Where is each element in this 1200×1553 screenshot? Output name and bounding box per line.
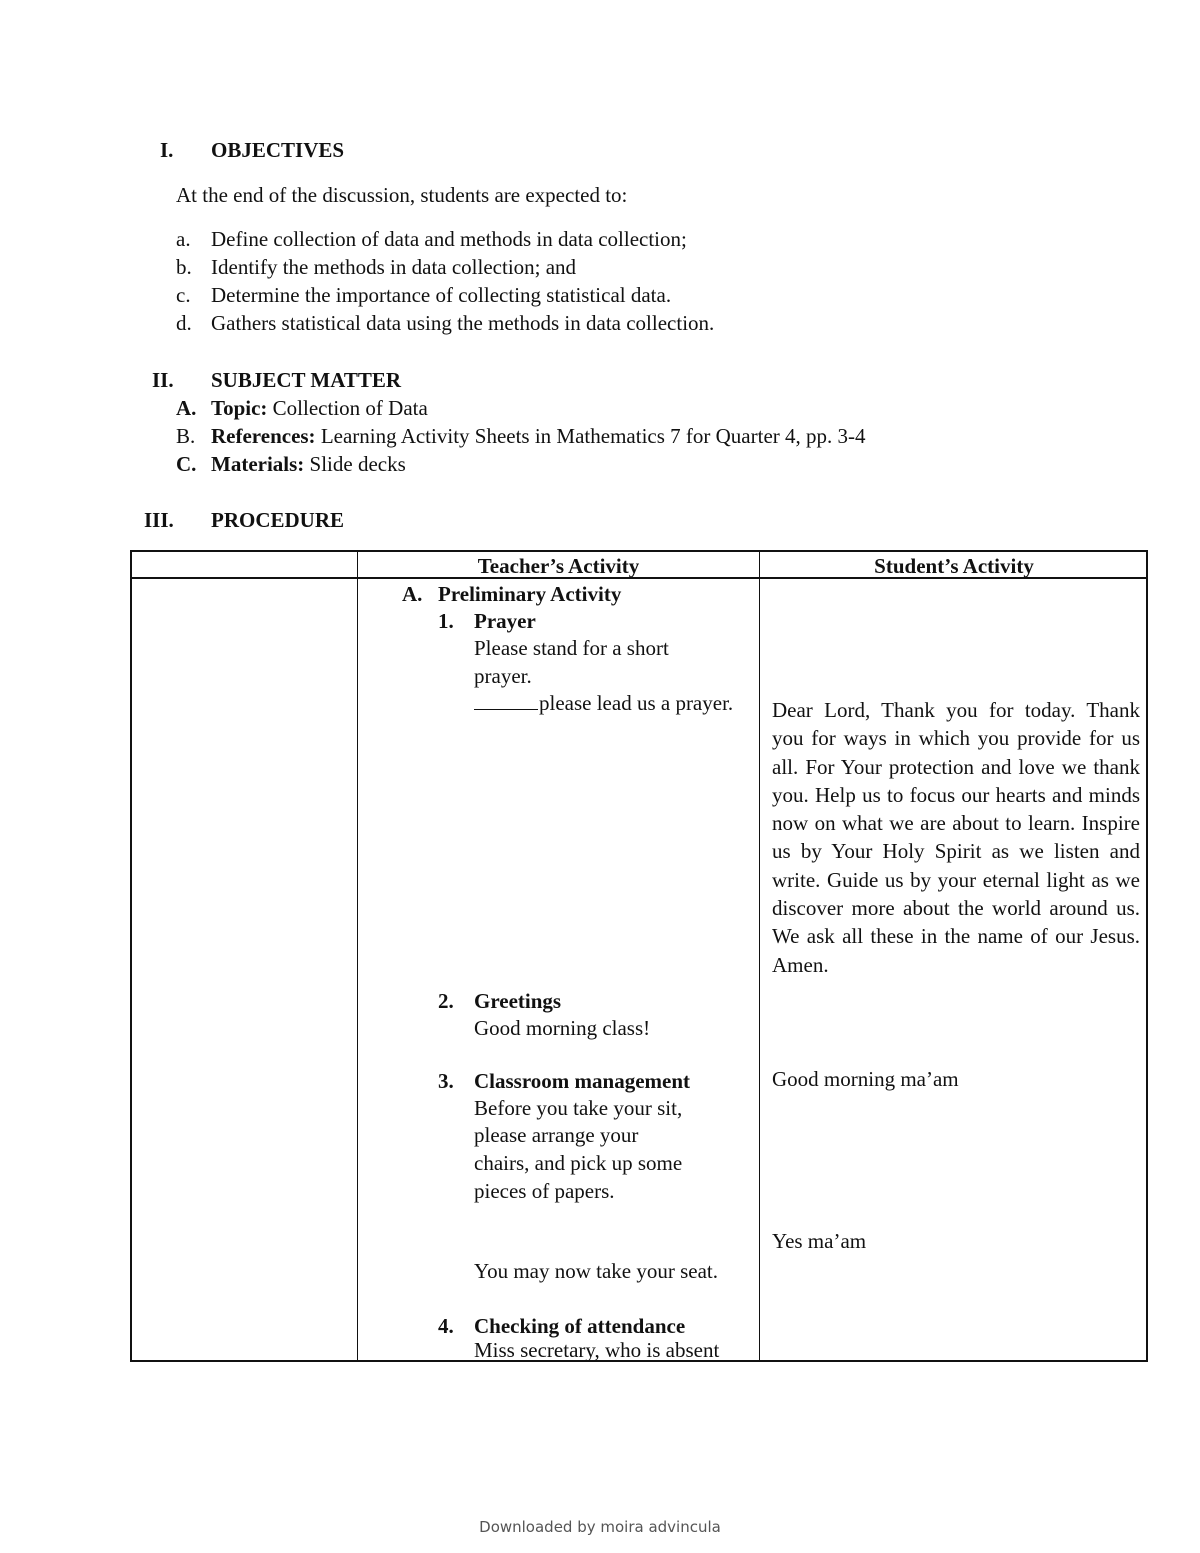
subject-value: Collection of Data [267,396,428,420]
subject-label: Topic: [211,396,268,420]
teacher-text: pieces of papers. [474,1179,615,1203]
column-divider [759,552,760,1360]
objectives-numeral: I. [160,138,174,162]
subject-label: Materials: [211,452,305,476]
step-number: 4. [438,1314,454,1338]
subject-item-topic [211,394,428,422]
student-prayer-response: Dear Lord, Thank you for today. Thank you for ways in which you provide for us all. For Your protection and love we thank you. Help us to focus our hearts and minds now on what we are about to learn. Inspire us by Your Holy Spirit as we listen and write. Guide us by your eternal light as we discover more about the world around us. We ask all these in the name of our Jesus. Amen. [772,698,1140,977]
teacher-text: please lead us a prayer. [539,691,734,715]
teacher-text: prayer. [474,664,532,688]
teacher-text: Miss secretary, who is absent [474,1338,720,1362]
subject-value: Slide decks [304,452,406,476]
teacher-text: chairs, and pick up some [474,1151,683,1175]
section-title: Preliminary Activity [438,582,622,606]
procedure-table [130,550,1148,1362]
subject-letter: A. [176,396,197,420]
step-number: 2. [438,989,454,1013]
subject-numeral: II. [152,368,174,392]
fill-in-blank [474,691,538,710]
teacher-text: Before you take your sit, [474,1096,683,1120]
step-title-attendance: Checking of attendance [474,1314,686,1338]
student-class-response: Yes ma’am [772,1229,867,1253]
objective-letter: d. [176,311,192,335]
step-title-classroom-management: Classroom management [474,1069,691,1093]
subject-letter: B. [176,424,196,448]
subject-heading: SUBJECT MATTER [211,368,402,392]
teacher-text: please arrange your [474,1123,639,1147]
objective-text: Determine the importance of collecting statistical data. [211,283,672,307]
objectives-intro: At the end of the discussion, students are expected to: [176,183,628,207]
header-student-activity: Student’s Activity [874,554,1034,578]
header-blank [132,552,357,578]
teacher-text: Good morning class! [474,1016,651,1040]
footer-download-note: Downloaded by moira advincula [479,1518,721,1536]
step-number: 3. [438,1069,454,1093]
teacher-text: You may now take your seat. [474,1259,719,1283]
subject-letter: C. [176,452,197,476]
header-teacher-activity: Teacher’s Activity [477,554,640,578]
teacher-text-lead-prayer [474,689,733,717]
procedure-numeral: III. [144,508,174,532]
objective-text: Identify the methods in data collection; and [211,255,577,279]
step-title-greetings: Greetings [474,989,562,1013]
teacher-text: Please stand for a short [474,636,669,660]
student-greeting-response: Good morning ma’am [772,1067,959,1091]
step-title-prayer: Prayer [474,609,536,633]
column-divider [357,552,358,1360]
subject-item-references [211,422,866,450]
objective-letter: c. [176,283,191,307]
objective-text: Gathers statistical data using the methods in data collection. [211,311,715,335]
objectives-heading: OBJECTIVES [211,138,345,162]
subject-label: References: [211,424,316,448]
objective-letter: a. [176,227,191,251]
procedure-heading: PROCEDURE [211,508,345,532]
objective-text: Define collection of data and methods in data collection; [211,227,687,251]
subject-value: Learning Activity Sheets in Mathematics 7 for Quarter 4, pp. 3-4 [315,424,866,448]
objective-letter: b. [176,255,192,279]
step-number: 1. [438,609,454,633]
section-letter: A. [402,582,423,606]
subject-item-materials [211,450,406,478]
